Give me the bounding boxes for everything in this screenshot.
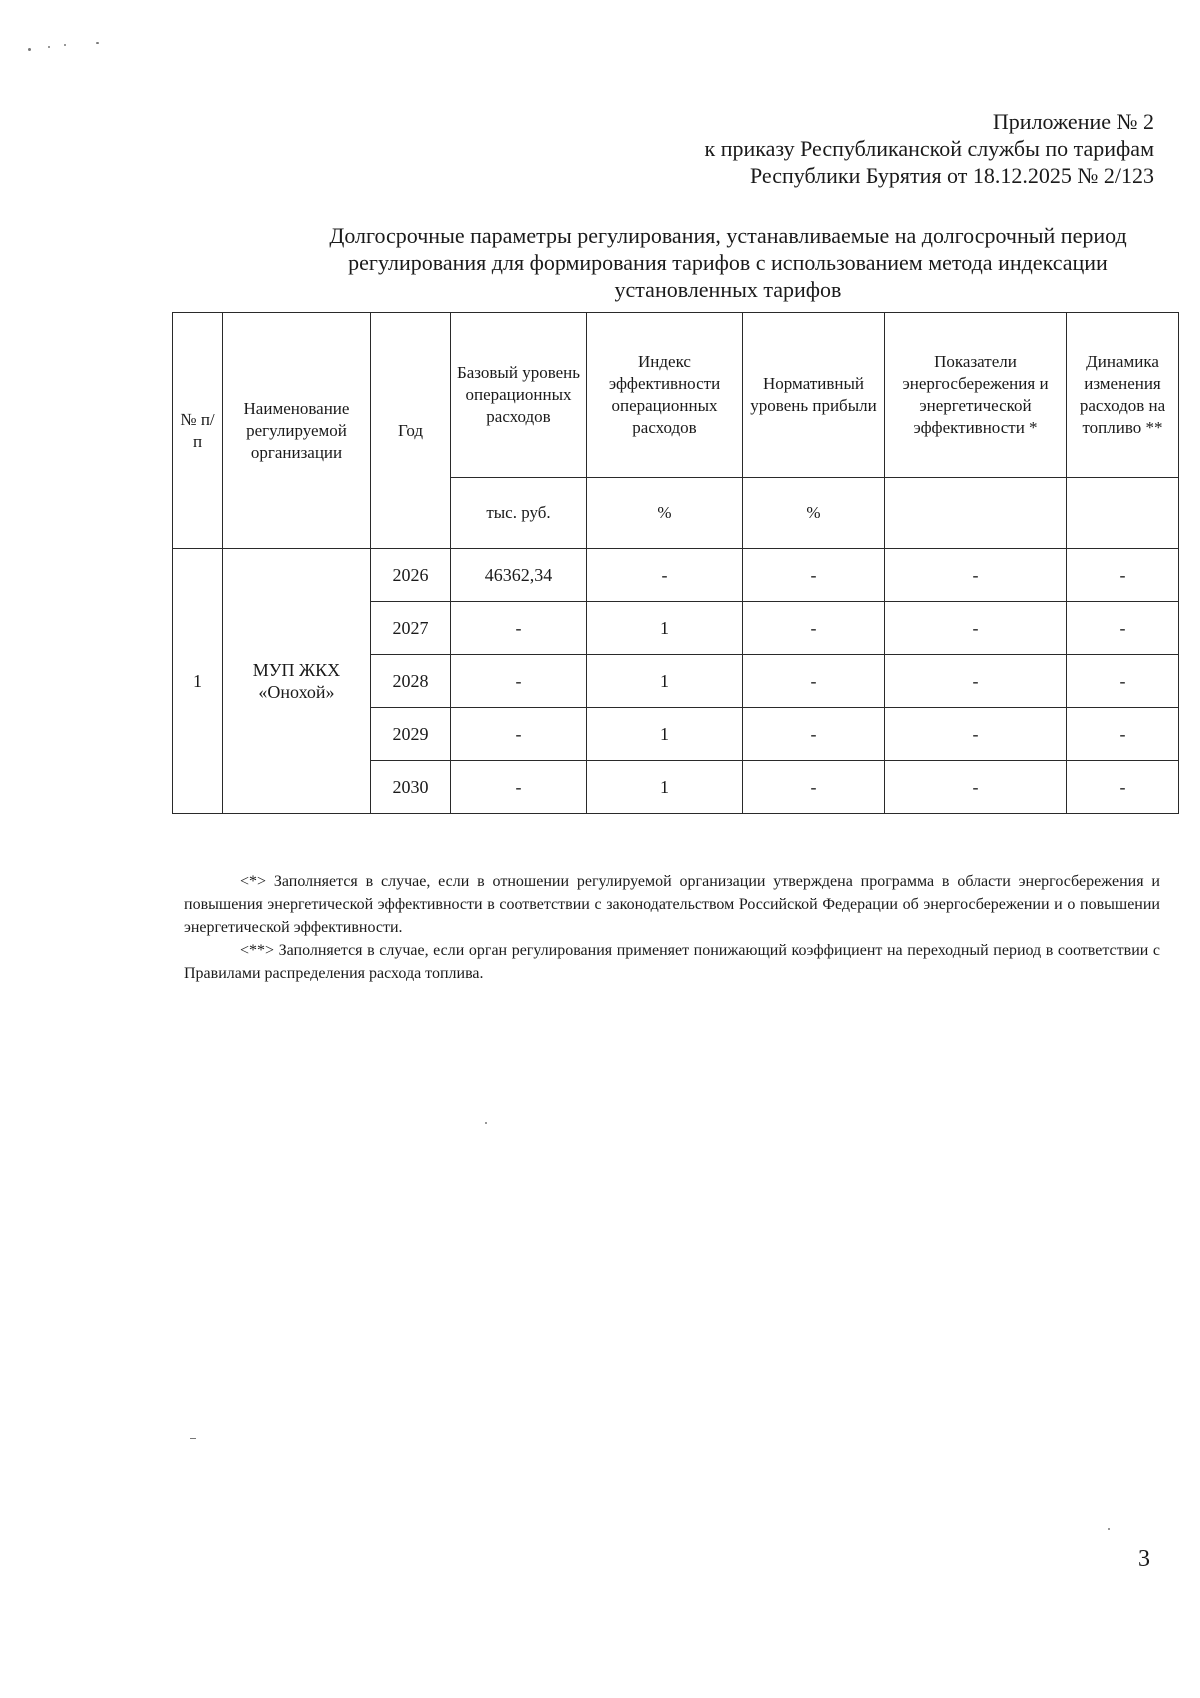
unit-energy [885, 478, 1067, 549]
cell-year: 2026 [371, 549, 451, 602]
cell-base: - [451, 655, 587, 708]
cell-energy: - [885, 761, 1067, 814]
order-reference: к приказу Республиканской службы по тарифам [704, 136, 1154, 161]
document-title: Долгосрочные параметры регулирования, устанавливаемые на долгосрочный период регулирования для формирования тарифов с использованием метода индексации установленных тарифов [329, 223, 1127, 302]
cell-fuel: - [1067, 708, 1179, 761]
cell-profit: - [743, 761, 885, 814]
cell-fuel: - [1067, 549, 1179, 602]
appendix-header [705, 108, 1154, 189]
cell-energy: - [885, 602, 1067, 655]
org-name: МУП ЖКХ «Онохой» [223, 549, 371, 814]
unit-profit: % [743, 478, 885, 549]
scan-speck [485, 1122, 487, 1124]
scan-speck [64, 44, 66, 46]
scan-speck [48, 46, 50, 48]
footnote-1: <*> Заполняется в случае, если в отношении регулируемой организации утверждена программа в области энергосбережения и повышения энергетической эффективности в соответствии с законодательством Российской Федерации об энергосбережении и о повышении энергетической эффективности. [184, 873, 1160, 936]
header-base: Базовый уровень операционных расходов [451, 313, 587, 478]
header-index: Индекс эффективности операционных расходов [587, 313, 743, 478]
cell-index: 1 [587, 602, 743, 655]
org-number: 1 [173, 549, 223, 814]
cell-profit: - [743, 655, 885, 708]
cell-fuel: - [1067, 761, 1179, 814]
cell-profit: - [743, 602, 885, 655]
cell-energy: - [885, 549, 1067, 602]
cell-year: 2027 [371, 602, 451, 655]
cell-base: - [451, 708, 587, 761]
cell-profit: - [743, 708, 885, 761]
header-energy: Показатели энергосбережения и энергетической эффективности * [885, 313, 1067, 478]
cell-profit: - [743, 549, 885, 602]
cell-year: 2030 [371, 761, 451, 814]
cell-base: - [451, 761, 587, 814]
scan-speck [190, 1438, 196, 1439]
page-number: 3 [1138, 1546, 1150, 1572]
header-org: Наименование регулируемой организации [223, 313, 371, 549]
footnotes [184, 870, 1160, 985]
cell-index: 1 [587, 655, 743, 708]
scan-speck [28, 48, 31, 51]
cell-year: 2028 [371, 655, 451, 708]
footnote-2: <**> Заполняется в случае, если орган регулирования применяет понижающий коэффициент на переходный период в соответствии с Правилами распределения расхода топлива. [184, 942, 1160, 982]
cell-base: - [451, 602, 587, 655]
scan-speck [96, 42, 99, 44]
cell-base: 46362,34 [451, 549, 587, 602]
cell-energy: - [885, 655, 1067, 708]
header-year: Год [371, 313, 451, 549]
header-num: № п/п [173, 313, 223, 549]
header-fuel: Динамика изменения расходов на топливо ** [1067, 313, 1179, 478]
cell-index: 1 [587, 708, 743, 761]
header-profit: Нормативный уровень прибыли [743, 313, 885, 478]
cell-index: - [587, 549, 743, 602]
cell-index: 1 [587, 761, 743, 814]
table-row [173, 549, 1179, 602]
cell-fuel: - [1067, 602, 1179, 655]
order-date: Республики Бурятия от 18.12.2025 № 2/123 [749, 163, 1154, 188]
parameters-table [172, 312, 1179, 814]
unit-fuel [1067, 478, 1179, 549]
unit-base: тыс. руб. [451, 478, 587, 549]
appendix-number: Приложение № 2 [992, 109, 1154, 134]
header-row [173, 313, 1179, 478]
cell-year: 2029 [371, 708, 451, 761]
cell-energy: - [885, 708, 1067, 761]
cell-fuel: - [1067, 655, 1179, 708]
unit-index: % [587, 478, 743, 549]
scan-speck [1108, 1528, 1110, 1530]
